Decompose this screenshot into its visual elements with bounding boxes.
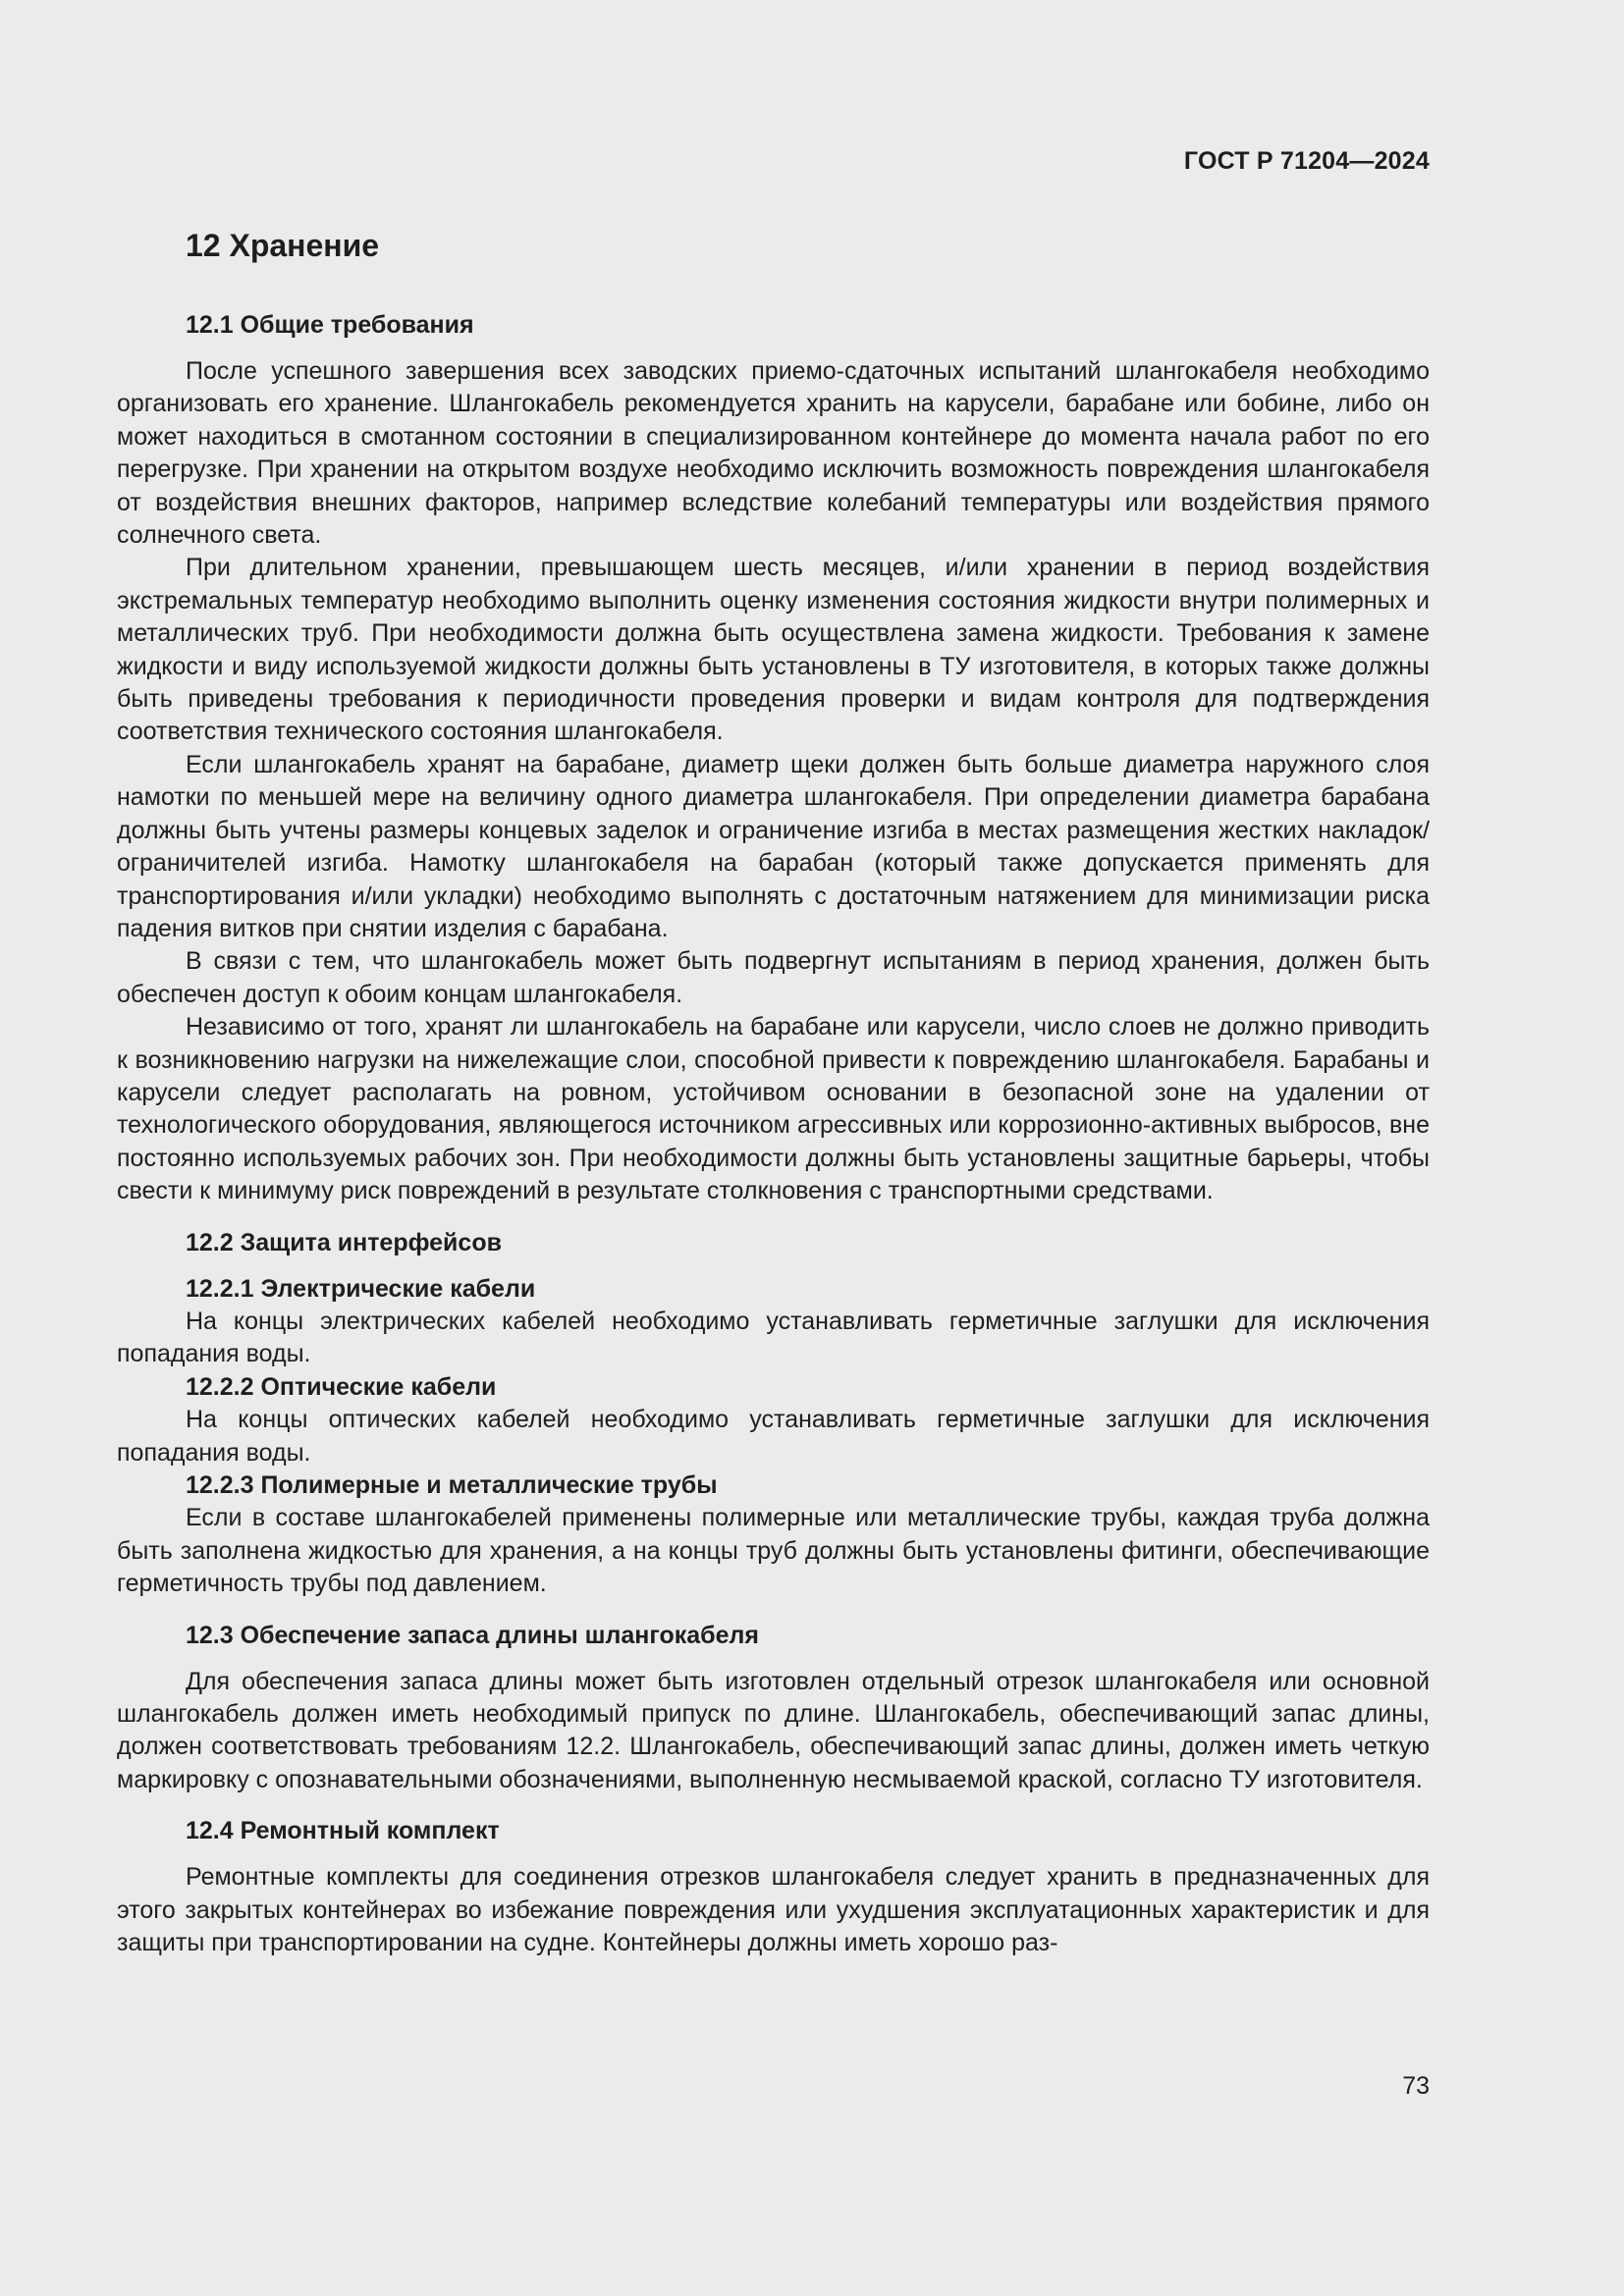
paragraph: На концы оптических кабелей необходимо устанавливать герметичные заглушки для исключения попадания воды. (117, 1406, 1430, 1467)
paragraph: Независимо от того, хранят ли шлангокабель на барабане или карусели, число слоев не должно приводить к возникновению нагрузки на нижележащие слои, способной привести к повреждению шлангокабеля. Барабаны и карусели следует располагать на ровном, устойчивом основании в безопасной зоне на удалении от технологического оборудования, являющегося источником агрессивных или коррозионно-активных выбросов, вне постоянно используемых рабочих зон. При необходимости должны быть установлены защитные барьеры, чтобы свести к минимуму риск повреждений в результате столкновения с транспортными средствами. (117, 1013, 1430, 1205)
clause-title-12-2-1: 12.2.1 Электрические кабели (186, 1274, 536, 1303)
paragraph: На концы электрических кабелей необходимо устанавливать герметичные заглушки для исключения попадания воды. (117, 1307, 1430, 1368)
paragraph: Если в составе шлангокабелей применены полимерные или металлические трубы, каждая труба должна быть заполнена жидкостью для хранения, а на концы труб должны быть установлены фитинги, обеспечивающие герметичность трубы под давлением. (117, 1504, 1430, 1598)
paragraph: При длительном хранении, превышающем шесть месяцев, и/или хранении в период воздействия экстремальных температур необходимо выполнить оценку изменения состояния жидкости внутри полимерных и металлических труб. При необходимости должна быть осуществлена замена жидкости. Требования к замене жидкости и виду используемой жидкости должны быть установлены в ТУ изготовителя, в которых также должны быть приведены требования к периодичности проведения проверки и видам контроля для подтверждения соответствия технического состояния шлангокабеля. (117, 554, 1430, 746)
section-title: 12 Хранение (186, 228, 380, 263)
subsection-title-12-3: 12.3 Обеспечение запаса длины шлангокабеля (186, 1621, 759, 1649)
clause-title-12-2-2: 12.2.2 Оптические кабели (186, 1372, 497, 1401)
page-content (117, 220, 1430, 1959)
paragraph: Если шлангокабель хранят на барабане, диаметр щеки должен быть больше диаметра наружного слоя намотки по меньшей мере на величину одного диаметра шлангокабеля. При определении диаметра барабана должны быть учтены размеры концевых заделок и ограничение изгиба в местах размещения жестких накладок/ограничителей изгиба. Намотку шлангокабеля на барабан (который также допускается применять для транспортирования и/или укладки) необходимо выполнять с достаточным натяжением для минимизации риска падения витков при снятии изделия с барабана. (117, 750, 1430, 942)
paragraph: В связи с тем, что шлангокабель может быть подвергнут испытаниям в период хранения, должен быть обеспечен доступ к обоим концам шлангокабеля. (117, 947, 1430, 1008)
paragraph: После успешного завершения всех заводских приемо-сдаточных испытаний шлангокабеля необходимо организовать его хранение. Шлангокабель рекомендуется хранить на карусели, барабане или бобине, либо он может находиться в смотанном состоянии в специализированном контейнере до момента начала работ по его перегрузке. При хранении на открытом воздухе необходимо исключить возможность повреждения шлангокабеля от воздействия внешних факторов, например вследствие колебаний температуры или воздействия прямого солнечного света. (117, 357, 1430, 550)
page-number: 73 (1402, 2072, 1430, 2100)
subsection-title-12-1: 12.1 Общие требования (186, 311, 474, 339)
subsection-title-12-2: 12.2 Защита интерфейсов (186, 1228, 502, 1256)
clause-title-12-2-3: 12.2.3 Полимерные и металлические трубы (186, 1471, 718, 1499)
subsection-title-12-4: 12.4 Ремонтный комплект (186, 1817, 500, 1845)
document-id: ГОСТ Р 71204—2024 (1183, 147, 1430, 175)
paragraph: Для обеспечения запаса длины может быть изготовлен отдельный отрезок шлангокабеля или основной шлангокабель должен иметь необходимый припуск по длине. Шлангокабель, обеспечивающий запас длины, должен соответствовать требованиям 12.2. Шлангокабель, обеспечивающий запас длины, должен иметь четкую маркировку с опознавательными обозначениями, выполненную несмываемой краской, согласно ТУ изготовителя. (117, 1667, 1430, 1793)
paragraph: Ремонтные комплекты для соединения отрезков шлангокабеля следует хранить в предназначенных для этого закрытых контейнерах во избежание повреждения или ухудшения эксплуатационных характеристик и для защиты при транспортировании на судне. Контейнеры должны иметь хорошо раз- (117, 1863, 1430, 1957)
